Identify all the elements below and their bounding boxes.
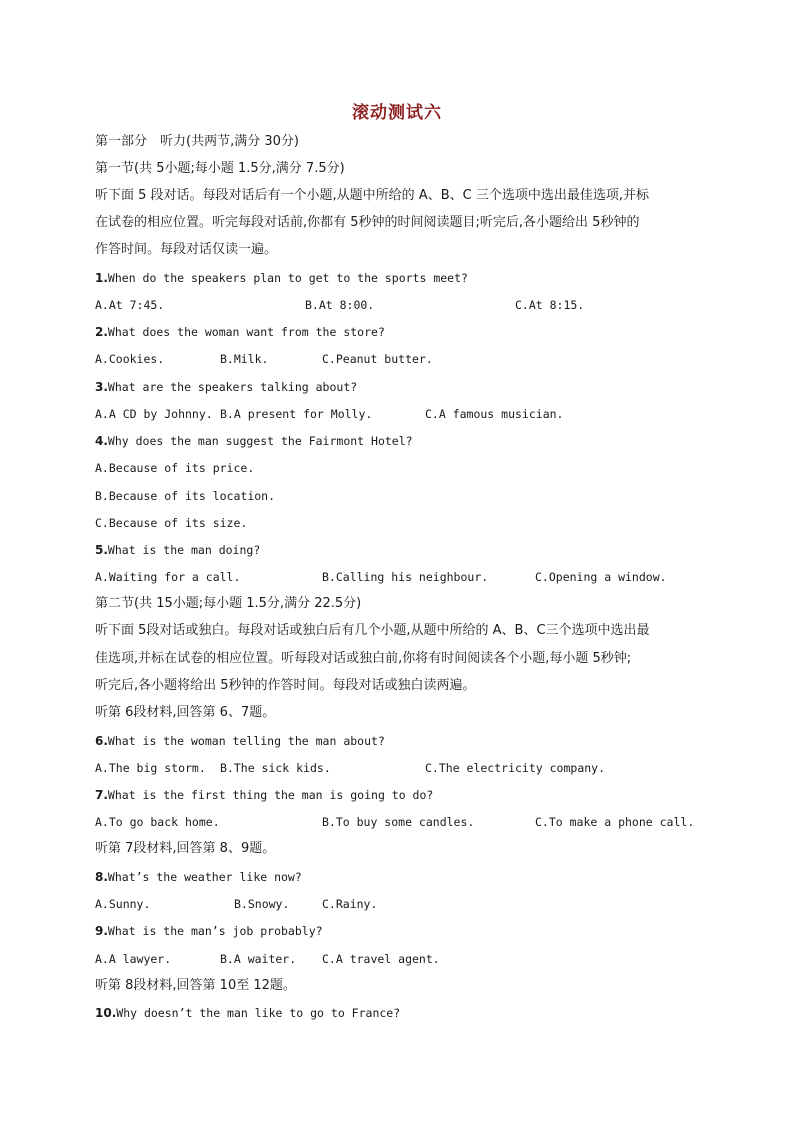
material-8-instruction: 听第 8段材料,回答第 10至 12题。 — [95, 978, 296, 993]
question-3-options — [95, 403, 715, 425]
question-5-options — [95, 566, 715, 588]
option-b: B.The sick kids. — [220, 761, 331, 775]
section2-instruction-line: 听下面 5段对话或独白。每段对话或独白后有几个小题,从题中所给的 A、B、C三个选项中选出最 — [95, 623, 650, 638]
question-5: 5.What is the man doing? — [95, 543, 261, 557]
section2-instruction-line: 佳选项,并标在试卷的相应位置。听每段对话或独白前,你将有时间阅读各个小题,每小题 5秒钟; — [95, 651, 632, 666]
question-8-options — [95, 893, 715, 915]
part1-heading: 第一部分 听力(共两节,满分 30分) — [95, 134, 299, 149]
option-b: B.To buy some candles. — [322, 815, 475, 829]
option-a: A.Waiting for a call. — [95, 570, 241, 584]
question-3: 3.What are the speakers talking about? — [95, 380, 358, 394]
option-a: A.Cookies. — [95, 352, 165, 366]
option-b: B.At 8:00. — [305, 298, 375, 312]
question-2: 2.What does the woman want from the store? — [95, 325, 385, 339]
option-b: B.Snowy. — [234, 897, 290, 911]
section1-instruction-line: 作答时间。每段对话仅读一遍。 — [95, 242, 278, 257]
question-7: 7.What is the first thing the man is going to do? — [95, 788, 434, 802]
question-2-options — [95, 348, 715, 370]
option-c: C.A famous musician. — [425, 407, 564, 421]
question-1-options — [95, 294, 715, 316]
question-8: 8.What’s the weather like now? — [95, 870, 302, 884]
option-a: A.To go back home. — [95, 815, 220, 829]
question-4-option-a: A.Because of its price. — [95, 461, 255, 475]
question-6: 6.What is the woman telling the man about? — [95, 734, 385, 748]
option-c: C.A travel agent. — [322, 952, 440, 966]
option-c: C.Rainy. — [322, 897, 378, 911]
section1-instruction-line: 听下面 5 段对话。每段对话后有一个小题,从题中所给的 A、B、C 三个选项中选出最佳选项,并标 — [95, 188, 649, 203]
section1-instruction-line: 在试卷的相应位置。听完每段对话前,你都有 5秒钟的时间阅读题目;听完后,各小题给出 5秒钟的 — [95, 215, 640, 230]
question-9: 9.What is the man’s job probably? — [95, 924, 323, 938]
question-4-option-b: B.Because of its location. — [95, 489, 276, 503]
question-7-options — [95, 811, 715, 833]
option-b: B.Calling his neighbour. — [322, 570, 489, 584]
option-c: C.Peanut butter. — [322, 352, 433, 366]
question-6-options — [95, 757, 715, 779]
material-6-instruction: 听第 6段材料,回答第 6、7题。 — [95, 705, 276, 720]
option-b: B.A waiter. — [220, 952, 297, 966]
page-title: 滚动测试六 — [352, 103, 442, 123]
option-c: C.The electricity company. — [425, 761, 606, 775]
section2-heading: 第二节(共 15小题;每小题 1.5分,满分 22.5分) — [95, 596, 362, 611]
question-4-option-c: C.Because of its size. — [95, 516, 248, 530]
question-1: 1.When do the speakers plan to get to the sports meet? — [95, 271, 468, 285]
question-9-options — [95, 948, 715, 970]
option-a: A.A lawyer. — [95, 952, 172, 966]
option-a: A.The big storm. — [95, 761, 206, 775]
material-7-instruction: 听第 7段材料,回答第 8、9题。 — [95, 841, 276, 856]
option-c: C.At 8:15. — [515, 298, 585, 312]
question-10: 10.Why doesn’t the man like to go to France? — [95, 1006, 401, 1020]
option-c: C.Opening a window. — [535, 570, 667, 584]
option-b: B.Milk. — [220, 352, 269, 366]
option-a: A.Sunny. — [95, 897, 151, 911]
option-a: A.A CD by Johnny. — [95, 407, 213, 421]
option-b: B.A present for Molly. — [220, 407, 373, 421]
section2-instruction-line: 听完后,各小题将给出 5秒钟的作答时间。每段对话或独白读两遍。 — [95, 678, 476, 693]
question-4: 4.Why does the man suggest the Fairmont Hotel? — [95, 434, 413, 448]
section1-heading: 第一节(共 5小题;每小题 1.5分,满分 7.5分) — [95, 161, 345, 176]
option-a: A.At 7:45. — [95, 298, 165, 312]
option-c: C.To make a phone call. — [535, 815, 695, 829]
